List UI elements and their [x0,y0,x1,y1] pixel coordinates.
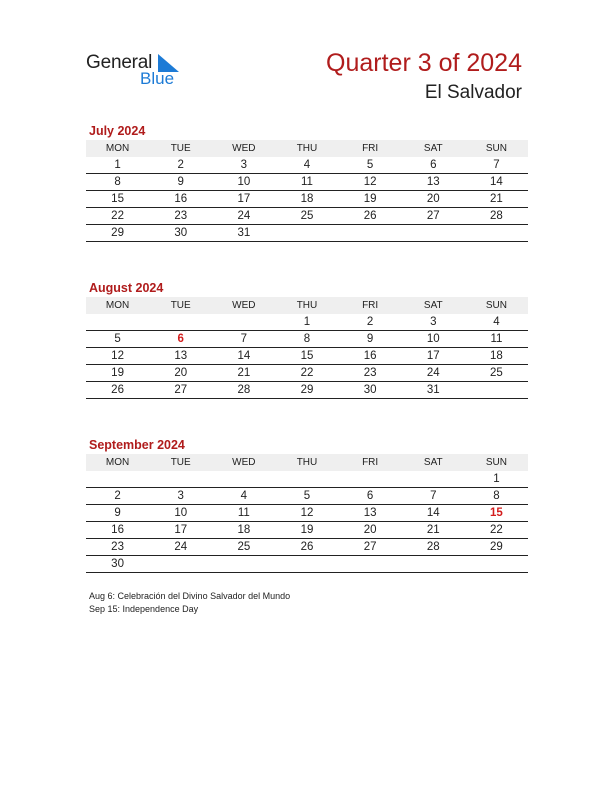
week-row [86,556,528,573]
month-title: September 2024 [89,438,185,452]
quarter-title: Quarter 3 of 2024 [326,49,522,77]
day-cell: 18 [300,193,314,205]
week-rows [86,314,528,399]
empty-day-cell [465,382,528,399]
holiday-day-cell: 6 [177,333,184,345]
day-cell: 22 [300,367,314,379]
week-row [86,539,528,556]
day-cell: 14 [237,350,251,362]
day-cell: 22 [490,524,503,536]
empty-day-cell [212,314,275,331]
day-cell: 24 [237,210,251,222]
week-row [86,225,528,242]
day-cell: 23 [363,367,377,379]
empty-day-cell [465,556,528,573]
empty-day-cell [402,225,465,242]
weekday-label: MON [105,457,130,468]
weekday-label: TUE [170,457,191,468]
weekday-label: MON [105,300,130,311]
week-row [86,331,528,348]
day-cell: 2 [366,316,374,328]
month-calendar-september [86,436,528,573]
day-cell: 31 [426,384,440,396]
day-cell: 3 [177,490,184,502]
weekday-label: WED [232,457,256,468]
day-cell: 10 [174,507,188,519]
month-calendar-august [86,279,528,399]
day-cell: 27 [363,541,377,553]
weekday-label: SAT [423,143,443,154]
holiday-day-cell: 15 [490,507,503,519]
day-cell: 11 [301,176,313,188]
weekday-label: SAT [423,457,443,468]
day-cell: 16 [174,193,188,205]
day-cell: 12 [111,350,124,362]
weekday-label: FRI [362,457,379,468]
day-cell: 10 [426,333,440,345]
empty-day-cell [86,314,149,331]
day-cell: 13 [174,350,188,362]
day-cell: 23 [111,541,124,553]
week-row [86,208,528,225]
week-rows [86,471,528,573]
empty-day-cell [149,471,212,488]
empty-day-cell [339,471,402,488]
day-cell: 24 [426,367,440,379]
day-cell: 29 [490,541,503,553]
day-cell: 28 [490,210,503,222]
weekday-label: WED [232,143,256,154]
weekday-label: SUN [485,143,507,154]
day-cell: 22 [111,210,124,222]
day-cell: 12 [300,507,314,519]
day-cell: 6 [430,159,437,171]
weekday-label: SUN [485,300,507,311]
day-cell: 19 [363,193,377,205]
empty-day-cell [275,225,338,242]
day-cell: 7 [240,333,248,345]
day-cell: 8 [114,176,121,188]
day-cell: 5 [366,159,374,171]
empty-day-cell [212,556,275,573]
day-cell: 18 [490,350,503,362]
week-rows [86,157,528,242]
empty-day-cell [339,225,402,242]
day-cell: 4 [303,159,311,171]
day-cell: 17 [237,193,251,205]
weekday-label: TUE [170,143,191,154]
weekday-label: FRI [362,300,379,311]
day-cell: 2 [114,490,121,502]
week-row [86,522,528,539]
week-row [86,488,528,505]
weekday-label: FRI [362,143,379,154]
weekday-header [86,454,528,471]
empty-day-cell [275,471,338,488]
day-cell: 30 [363,384,377,396]
day-cell: 23 [174,210,188,222]
holiday-notes [89,590,290,616]
day-cell: 19 [111,367,124,379]
day-cell: 21 [426,524,440,536]
day-cell: 20 [174,367,188,379]
day-cell: 30 [111,558,124,570]
day-cell: 5 [114,333,121,345]
holiday-note: Aug 6: Celebración del Divino Salvador del Mundo [89,591,291,601]
day-cell: 25 [490,367,503,379]
day-cell: 16 [363,350,377,362]
day-cell: 1 [114,159,121,171]
day-cell: 27 [426,210,440,222]
day-cell: 25 [237,541,251,553]
weekday-header [86,140,528,157]
day-cell: 17 [426,350,440,362]
day-cell: 1 [303,316,311,328]
day-cell: 14 [426,507,440,519]
empty-day-cell [465,225,528,242]
empty-day-cell [149,314,212,331]
day-cell: 15 [300,350,314,362]
day-cell: 24 [174,541,188,553]
month-calendar-july [86,122,528,242]
day-cell: 15 [111,193,124,205]
day-cell: 9 [366,333,374,345]
day-cell: 20 [363,524,377,536]
week-row [86,471,528,488]
logo-text-general: General [86,52,153,73]
empty-day-cell [402,471,465,488]
day-cell: 7 [493,159,500,171]
weekday-label: WED [232,300,256,311]
day-cell: 26 [111,384,124,396]
day-cell: 18 [237,524,251,536]
holiday-note: Sep 15: Independence Day [89,604,199,614]
week-row [86,174,528,191]
generalblue-logo [86,52,196,92]
day-cell: 10 [237,176,251,188]
week-row [86,191,528,208]
weekday-label: MON [105,143,130,154]
day-cell: 8 [493,490,500,502]
week-row [86,348,528,365]
week-row [86,382,528,399]
day-cell: 1 [493,473,500,485]
day-cell: 21 [237,367,251,379]
day-cell: 21 [490,193,503,205]
empty-day-cell [339,556,402,573]
day-cell: 19 [300,524,314,536]
empty-day-cell [212,471,275,488]
day-cell: 13 [426,176,440,188]
weekday-label: SUN [485,457,507,468]
day-cell: 28 [237,384,251,396]
day-cell: 17 [174,524,188,536]
day-cell: 2 [177,159,184,171]
country-name: El Salvador [424,82,522,103]
weekday-label: THU [296,143,318,154]
day-cell: 14 [490,176,503,188]
day-cell: 4 [493,316,500,328]
day-cell: 30 [174,227,188,239]
weekday-label: THU [296,300,318,311]
week-row [86,314,528,331]
day-cell: 29 [111,227,124,239]
weekday-label: SAT [423,300,443,311]
weekday-label: THU [296,457,318,468]
day-cell: 11 [490,333,503,345]
day-cell: 3 [430,316,437,328]
day-cell: 26 [363,210,377,222]
empty-day-cell [275,556,338,573]
day-cell: 16 [111,524,124,536]
day-cell: 9 [177,176,184,188]
day-cell: 20 [426,193,440,205]
empty-day-cell [149,556,212,573]
day-cell: 7 [430,490,437,502]
day-cell: 11 [237,507,250,519]
week-row [86,365,528,382]
month-title: July 2024 [89,124,146,138]
day-cell: 29 [300,384,314,396]
day-cell: 13 [363,507,377,519]
day-cell: 31 [237,227,251,239]
day-cell: 26 [300,541,314,553]
weekday-label: TUE [170,300,191,311]
day-cell: 4 [240,490,248,502]
month-title: August 2024 [89,281,164,295]
day-cell: 6 [366,490,374,502]
week-row [86,505,528,522]
logo-text-blue: Blue [140,69,175,88]
week-row [86,157,528,174]
day-cell: 25 [300,210,314,222]
day-cell: 28 [426,541,440,553]
day-cell: 12 [363,176,377,188]
day-cell: 27 [174,384,188,396]
empty-day-cell [402,556,465,573]
day-cell: 5 [303,490,311,502]
day-cell: 8 [303,333,311,345]
empty-day-cell [86,471,149,488]
day-cell: 3 [240,159,248,171]
day-cell: 9 [114,507,121,519]
weekday-header [86,297,528,314]
